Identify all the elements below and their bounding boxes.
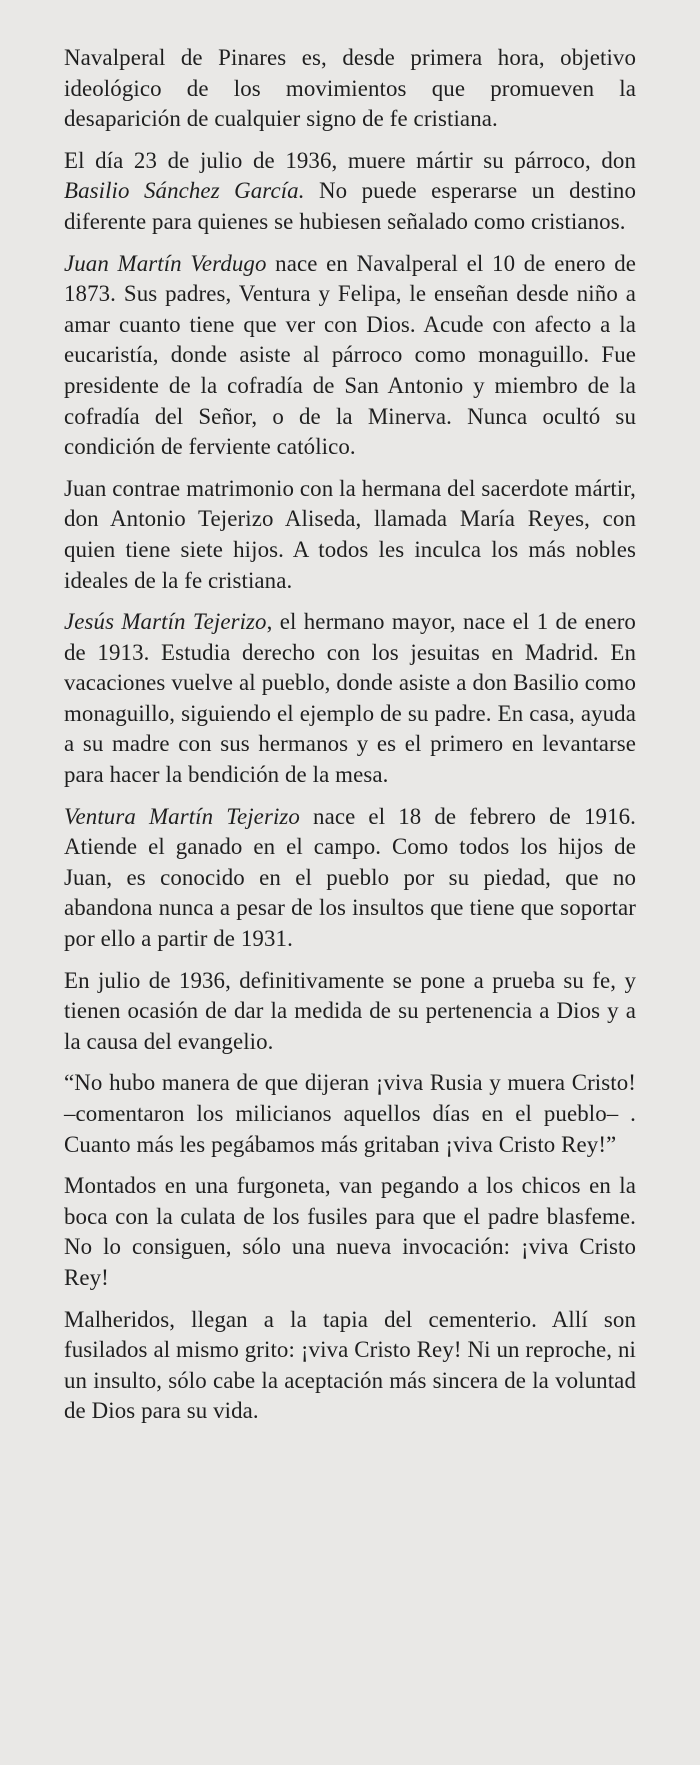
text-segment: En julio de 1936, definitivamente se pone a prueba su fe, y tienen ocasión de dar la medida de su pertenencia a Dios y a la causa del evangelio. xyxy=(64,967,636,1054)
paragraph-matrimonio xyxy=(64,474,636,596)
text-segment: “No hubo manera de que dijeran ¡viva Rusia y muera Cristo! –comentaron los milicianos aquellos días en el pueblo– . Cuanto más les pegábamos más gritaban ¡viva Cristo Rey!” xyxy=(64,1070,636,1157)
text-segment: nace en Navalperal el 10 de enero de 1873. Sus padres, Ventura y Felipa, le enseñan desde niño a amar cuanto tiene que ver con Dios. Acude con afecto a la eucaristía, donde asiste al párroco como monaguillo. Fue presidente de la cofradía de San Antonio y miembro de la cofradía del Señor, o de la Minerva. Nunca ocultó su condición de ferviente católico. xyxy=(64,250,637,460)
paragraph-ventura xyxy=(64,802,636,955)
person-name-italic: Ventura Martín Tejerizo xyxy=(64,803,300,829)
paragraph-furgoneta xyxy=(64,1171,636,1293)
text-segment: , el hermano mayor, nace el 1 de enero de 1913. Estudia derecho con los jesuitas en Madrid. En vacaciones vuelve al pueblo, donde asiste a don Basilio como monaguillo, siguiendo el ejemplo de su padre. En casa, ayuda a su madre con sus hermanos y es el primero en levantarse para hacer la bendición de la mesa. xyxy=(64,609,636,788)
text-segment: No puede esperarse un destino diferente para quienes se hubiesen señalado como cristianos. xyxy=(64,178,637,234)
text-segment: nace el 18 de febrero de 1916. Atiende el ganado en el campo. Como todos los hijos de Juan, es conocido en el pueblo por su piedad, que no abandona nunca a pesar de los insultos que tiene que soportar por ello a partir de 1931. xyxy=(64,803,636,952)
text-segment: Juan contrae matrimonio con la hermana del sacerdote mártir, don Antonio Tejerizo Aliseda, llamada María Reyes, con quien tiene siete hijos. A todos les inculca los más nobles ideales de la fe cristiana. xyxy=(64,475,636,593)
person-name-italic: Juan Martín Verdugo xyxy=(64,250,267,276)
paragraph-julio-1936 xyxy=(64,966,636,1058)
paragraph-jesus xyxy=(64,607,636,791)
text-segment: Navalperal de Pinares es, desde primera hora, objetivo ideológico de los movimientos que promueven la desaparición de cualquier signo de fe cristiana. xyxy=(64,45,636,132)
text-segment: Montados en una furgoneta, van pegando a los chicos en la boca con la culata de los fusiles para que el padre blasfeme. No lo consiguen, sólo una nueva invocación: ¡viva Cristo Rey! xyxy=(64,1173,636,1290)
paragraph-quote-milicianos xyxy=(64,1068,636,1160)
paragraph-cementerio xyxy=(64,1305,636,1427)
person-name-italic: Basilio Sánchez García. xyxy=(64,178,305,204)
paragraph-navalperal xyxy=(64,43,636,135)
text-segment: El día 23 de julio de 1936, muere mártir su párroco, don xyxy=(64,147,636,173)
text-segment: Malheridos, llegan a la tapia del cementerio. Allí son fusilados al mismo grito: ¡viva Cristo Rey! Ni un reproche, ni un insulto, sólo cabe la aceptación más sincera de la voluntad de Dios para su vida. xyxy=(64,1306,636,1424)
paragraph-parroco xyxy=(64,146,636,238)
paragraph-juan xyxy=(64,249,636,463)
person-name-italic: Jesús Martín Tejerizo xyxy=(64,609,267,635)
